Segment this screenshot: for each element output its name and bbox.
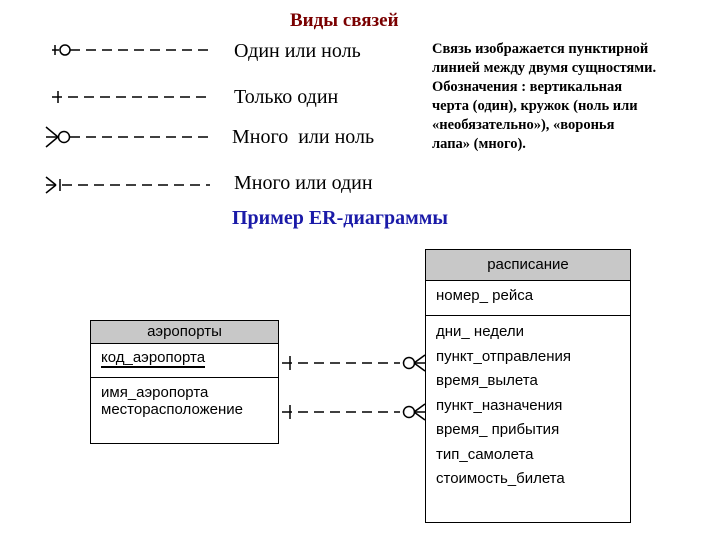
entity-header: расписание [426,250,630,281]
key-section [426,281,630,316]
attribute: пункт_отправления [436,347,572,365]
relationship-line-1 [282,355,425,371]
legend-label-many-or-zero: Много или ноль [232,126,375,148]
key-attribute: номер_ рейса [436,287,534,304]
attribute: месторасположение [101,401,243,418]
entity-schedule [425,249,631,523]
attribute: время_вылета [436,372,538,389]
page-title: Виды связей [290,10,399,31]
entity-header: аэропорты [91,321,278,344]
legend-symbol-one-or-zero [52,45,210,55]
entity-airports [90,320,279,444]
attribute: дни_ недели [436,323,524,340]
key-attribute [91,349,278,368]
key-attribute-label: код_аэропорта [101,349,206,366]
attribute: стоимость_билета [436,470,565,487]
attribute: время_ прибытия [436,421,560,438]
description-line: лапа» (много). [432,136,526,152]
key-section [91,344,278,378]
description-line: Обозначения : вертикальная [432,79,623,95]
legend-label-only-one: Только один [234,86,339,108]
legend-symbol-only-one [52,91,210,103]
description-line: Связь изображается пунктирной [432,41,649,57]
description-line: черта (один), кружок (ноль или [432,98,638,114]
description-text [432,40,717,154]
attribute-section [426,316,630,492]
attribute: тип_самолета [436,445,534,463]
description-line: линией между двумя сущностями. [432,60,657,76]
legend-label-one-or-zero: Один или ноль [234,40,361,62]
legend-symbol-many-or-one [46,177,210,193]
attribute: пункт_назначения [436,396,563,414]
relationship-line-2 [282,404,425,420]
legend-symbol-many-or-zero [46,127,210,147]
description-line: «необязательно»), «воронья [432,117,615,133]
attribute: имя_аэропорта [101,384,209,401]
diagram-subtitle: Пример ER-диаграммы [232,207,448,229]
attribute-section [91,378,278,418]
legend-label-many-or-one: Много или один [234,172,373,194]
